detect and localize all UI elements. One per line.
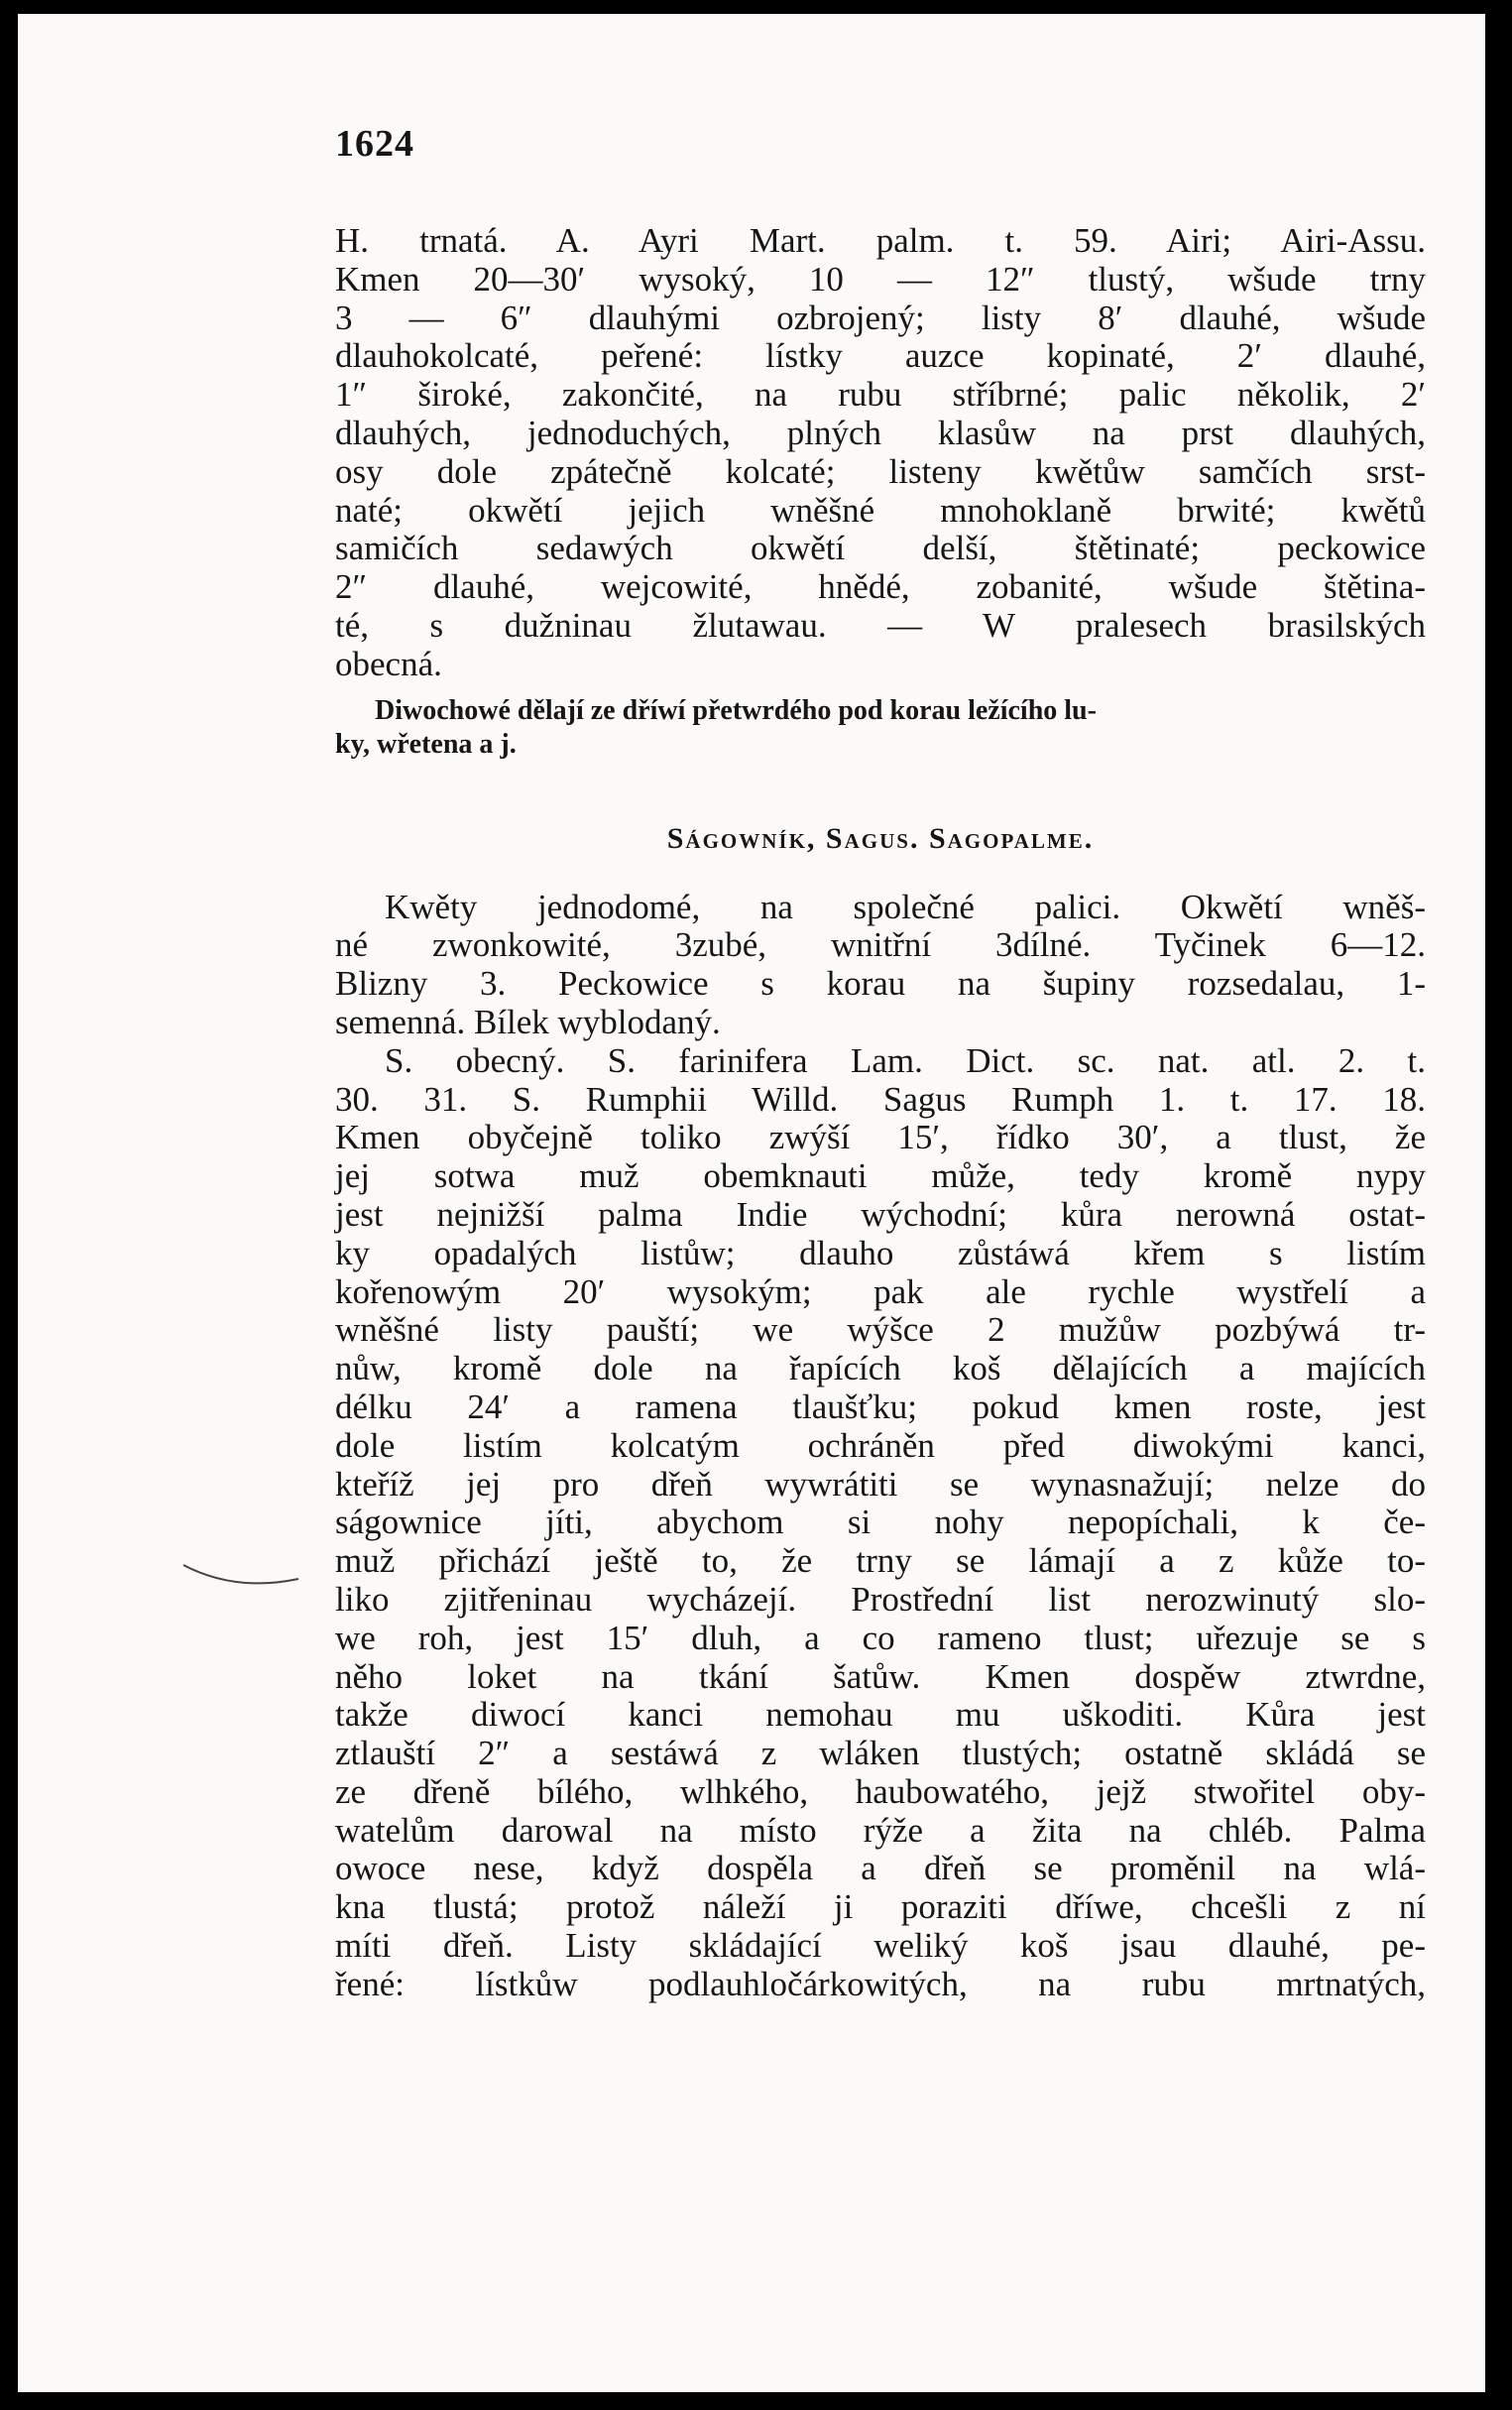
text-line: S. obecný. S. farinifera Lam. Dict. sc. nat. atl. 2. t. xyxy=(385,1040,1426,1080)
text-line: 3 — 6″ dlauhými ozbrojený; listy 8′ dlauhé, wšude xyxy=(335,298,1426,337)
page-number: 1624 xyxy=(335,123,414,165)
text-line: délku 24′ a ramena tlaušťku; pokud kmen roste, jest xyxy=(335,1386,1426,1426)
text-line: něho loket na tkání šatůw. Kmen dospěw ztwrdne, xyxy=(335,1656,1426,1696)
text-line: Kwěty jednodomé, na společné palici. Okwětí wněš- xyxy=(385,887,1426,926)
text-line: Blizny 3. Peckowice s korau na šupiny rozsedalau, 1- xyxy=(335,964,1426,1004)
text-line: dole listím kolcatým ochráněn před diwokými kanci, xyxy=(335,1425,1426,1465)
book-page xyxy=(18,14,1485,2392)
text-line: semenná. Bílek wyblodaný. xyxy=(335,1002,721,1041)
text-line: wněšné listy pauští; we wýšce 2 mužůw pozbýwá tr- xyxy=(335,1310,1426,1350)
text-line: ságownice jíti, abychom si nohy nepopíchali, k če- xyxy=(335,1503,1426,1542)
text-line: té, s dužninau žlutawau. — W pralesech brasilských xyxy=(335,605,1426,645)
text-line: jej sotwa muž obemknauti může, tedy kromě nypy xyxy=(335,1156,1426,1196)
text-line: 30. 31. S. Rumphii Willd. Sagus Rumph 1. t. 17. 18. xyxy=(335,1079,1426,1119)
text-line: 2″ dlauhé, wejcowité, hnědé, zobanité, wšude štětina- xyxy=(335,567,1426,607)
text-line: takže diwocí kanci nemohau mu uškoditi. Kůra jest xyxy=(335,1695,1426,1735)
text-column xyxy=(335,123,1426,2004)
text-line: řené: lístkůw podlauhločárkowitých, na rubu mrtnatých, xyxy=(335,1964,1426,2003)
text-line: ky opadalých listůw; dlauho zůstáwá křem s listím xyxy=(335,1233,1426,1272)
text-line: ztlauští 2″ a sestáwá z wláken tlustých; ostatně skládá se xyxy=(335,1734,1426,1773)
text-line: we roh, jest 15′ dluh, a co rameno tlust; uřezuje se s xyxy=(335,1618,1426,1657)
text-line: obecná. xyxy=(335,644,442,683)
text-line: H. trnatá. A. Ayri Mart. palm. t. 59. Airi; Airi-Assu. xyxy=(335,221,1426,260)
text-line: Kmen 20—30′ wysoký, 10 — 12″ tlustý, wšude trny xyxy=(335,259,1426,299)
text-line: ze dřeně bílého, wlhkého, haubowatého, jejž stwořitel oby- xyxy=(335,1771,1426,1811)
text-line: samičích sedawých okwětí delší, štětinaté; peckowice xyxy=(335,529,1426,568)
margin-curve-mark xyxy=(181,1561,300,1587)
text-line: muž přichází ještě to, že trny se lámají a z kůže to- xyxy=(335,1541,1426,1581)
note-line: Diwochowé dělají ze dříwí přetwrdého pod korau ležícího lu- xyxy=(375,694,1097,726)
text-line: watelům darowal na místo rýže a žita na chléb. Palma xyxy=(335,1810,1426,1850)
text-line: owoce nese, když dospěla a dřeň se proměnil na wlá- xyxy=(335,1849,1426,1888)
text-line: jest nejnižší palma Indie wýchodní; kůra nerowná ostat- xyxy=(335,1194,1426,1234)
text-line: Kmen obyčejně toliko zwýší 15′, řídko 30′, a tlust, že xyxy=(335,1118,1426,1157)
genus-description xyxy=(335,889,1426,1042)
note-line: ky, wřetena a j. xyxy=(335,728,517,760)
species-entry xyxy=(335,1042,1426,2004)
text-line: liko zjitřeninau wycházejí. Prostřední list nerozwinutý slo- xyxy=(335,1579,1426,1619)
text-line: míti dřeň. Listy skládající weliký koš jsau dlauhé, pe- xyxy=(335,1926,1426,1966)
usage-note xyxy=(335,694,1426,762)
text-line: dlauhokolcaté, peřené: lístky auzce kopinaté, 2′ dlauhé, xyxy=(335,336,1426,376)
entry-trnata xyxy=(335,222,1426,684)
text-line: kteříž jej pro dřeň wywrátiti se wynasnažují; nelze do xyxy=(335,1464,1426,1504)
text-line: dlauhých, jednoduchých, plných klasůw na prst dlauhých, xyxy=(335,413,1426,452)
genus-heading: Ságowník, Sagus. Sagopalme. xyxy=(666,821,1095,855)
text-line: kna tlustá; protož náleží ji poraziti dříwe, chcešli z ní xyxy=(335,1887,1426,1927)
text-line: kořenowým 20′ wysokým; pak ale rychle wystřelí a xyxy=(335,1271,1426,1311)
text-line: naté; okwětí jejich wněšné mnohoklaně brwité; kwětů xyxy=(335,490,1426,530)
text-line: osy dole zpátečně kolcaté; listeny kwětůw samčích srst- xyxy=(335,451,1426,491)
text-line: né zwonkowité, 3zubé, wnitřní 3dílné. Tyčinek 6—12. xyxy=(335,925,1426,965)
text-line: nůw, kromě dole na řapících koš dělajících a majících xyxy=(335,1349,1426,1388)
text-line: 1″ široké, zakončité, na rubu stříbrné; palic několik, 2′ xyxy=(335,375,1426,415)
